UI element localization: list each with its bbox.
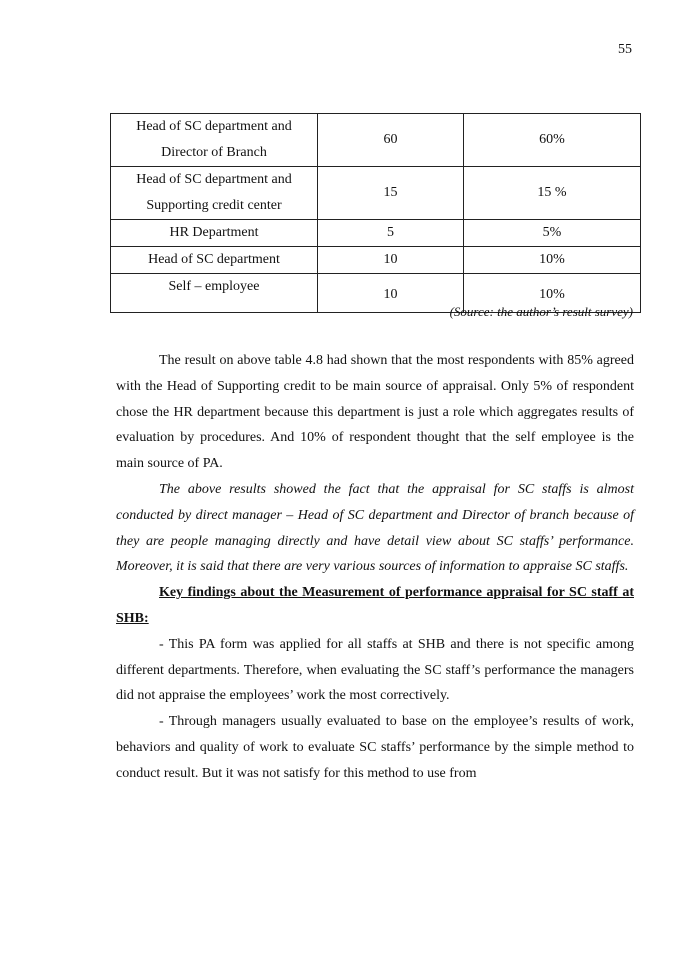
table-cell-count: 10 [318, 247, 464, 274]
table-row [111, 167, 641, 220]
body-text [116, 348, 634, 787]
paragraph-result: The result on above table 4.8 had shown that the most respondents with 85% agreed with the Head of Supporting credit to be main source of appraisal. Only 5% of respondent chose the HR department because this department is just a role which aggregates results of evaluation by procedures. And 10% of respondent thought that the self employee is the main source of PA. [116, 353, 634, 472]
table-cell-label: Head of SC department and Supporting credit center [111, 167, 318, 220]
table-cell-label: HR Department [111, 220, 318, 247]
finding-item-2: - Through managers usually evaluated to base on the employee’s results of work, behaviors and quality of work to evaluate SC staffs’ performance by the simple method to conduct result. But it was not satisfy for this method to use from [116, 714, 634, 781]
table-cell-percent: 10% [464, 247, 641, 274]
table-cell-percent: 60% [464, 114, 641, 167]
appraisal-source-table [110, 113, 641, 313]
table-cell-label: Self – employee [111, 274, 318, 313]
table-cell-label: Head of SC department [111, 247, 318, 274]
table-cell-count: 60 [318, 114, 464, 167]
table-cell-count: 10 [318, 274, 464, 313]
finding-item-1: - This PA form was applied for all staffs at SHB and there is not specific among different departments. Therefore, when evaluating the SC staff’s performance the managers did not appraise the employees’ work the most correctively. [116, 636, 634, 704]
table-cell-count: 15 [318, 167, 464, 220]
table-row [111, 220, 641, 247]
table-cell-percent: 15 % [464, 167, 641, 220]
table-source-caption: (Source: the author’s result survey) [449, 304, 633, 319]
table-row [111, 247, 641, 274]
table-row [111, 114, 641, 167]
page-number: 55 [618, 42, 632, 57]
table-cell-percent: 5% [464, 220, 641, 247]
table-cell-percent: 10% [464, 274, 641, 313]
paragraph-conclusion: The above results showed the fact that the appraisal for SC staffs is almost conducted by direct manager – Head of SC department and Director of branch because of they are people managing directly and have detail view about SC staffs’ performance. Moreover, it is said that there are very various sources of information to appraise SC staffs. [116, 481, 634, 575]
section-heading: Key findings about the Measurement of performance appraisal for SC staff at SHB: [116, 585, 634, 626]
table-cell-label: Head of SC department and Director of Branch [111, 114, 318, 167]
table-cell-count: 5 [318, 220, 464, 247]
